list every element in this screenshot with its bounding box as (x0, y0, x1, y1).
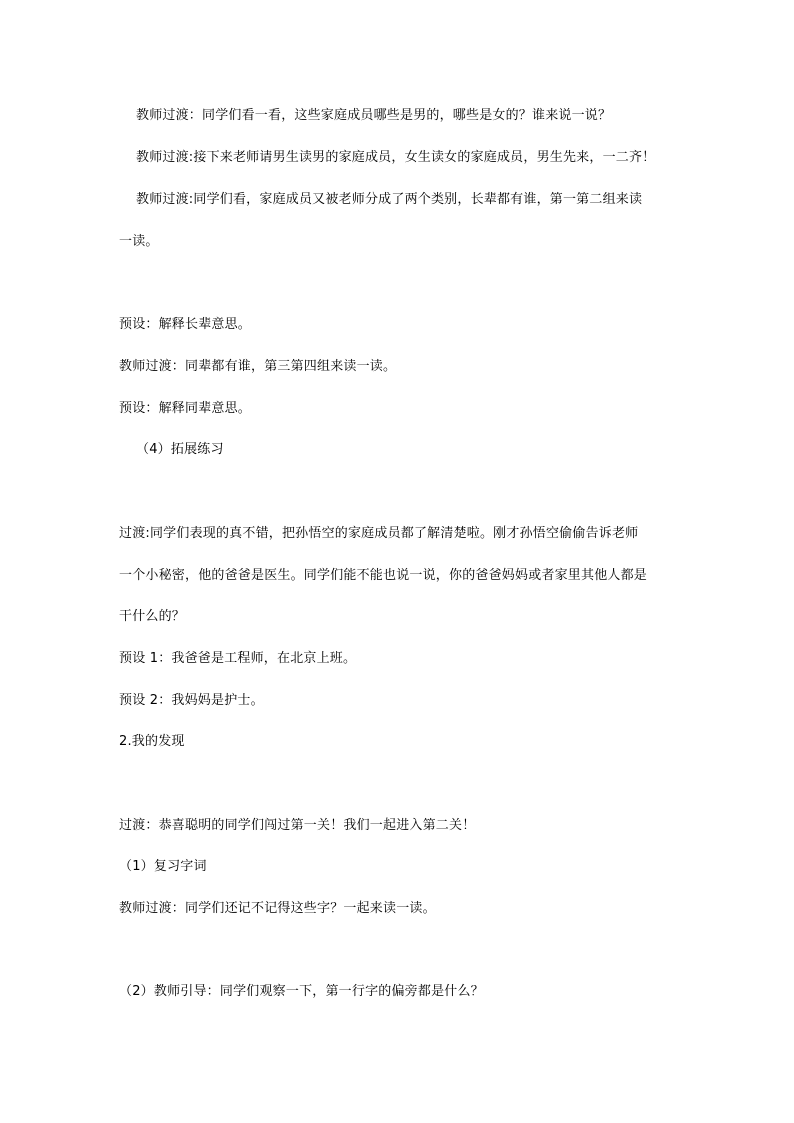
paragraph-line-1: 教师过渡：同学们看一看，这些家庭成员哪些是男的，哪些是女的？谁来说一说？ (136, 108, 612, 123)
subsection-heading-1: （1）复习字词 (119, 859, 207, 874)
subsection-heading-2: （2）教师引导：同学们观察一下，第一行字的偏旁都是什么？ (119, 984, 484, 999)
paragraph-line-7: 预设：解释同辈意思。 (119, 401, 252, 416)
paragraph-line-11: 干什么的？ (119, 609, 186, 624)
paragraph-line-10: 一个小秘密，他的爸爸是医生。同学们能不能也说一说，你的爸爸妈妈或者家里其他人都是 (119, 568, 648, 583)
paragraph-line-12: 预设 1：我爸爸是工程师，在北京上班。 (119, 651, 357, 666)
paragraph-line-4: 一读。 (119, 234, 159, 249)
paragraph-line-17: 教师过渡：同学们还记不记得这些字？一起来读一读。 (119, 901, 436, 916)
paragraph-line-13: 预设 2：我妈妈是护士。 (119, 693, 264, 708)
paragraph-line-2: 教师过渡:接下来老师请男生读男的家庭成员，女生读女的家庭成员，男生先来，一二齐！ (136, 150, 656, 165)
section-heading-my-discovery: 2.我的发现 (119, 734, 185, 749)
paragraph-line-3: 教师过渡:同学们看，家庭成员又被老师分成了两个类别，长辈都有谁，第一第二组来读 (136, 192, 643, 207)
paragraph-line-5: 预设：解释长辈意思。 (119, 317, 252, 332)
paragraph-line-9: 过渡:同学们表现的真不错，把孙悟空的家庭成员都了解清楚啦。刚才孙悟空偷偷告诉老师 (119, 526, 639, 541)
paragraph-line-6: 教师过渡：同辈都有谁，第三第四组来读一读。 (119, 359, 397, 374)
section-heading-4: （4）拓展练习 (136, 442, 224, 457)
paragraph-line-15: 过渡：恭喜聪明的同学们闯过第一关！我们一起进入第二关！ (119, 818, 476, 833)
